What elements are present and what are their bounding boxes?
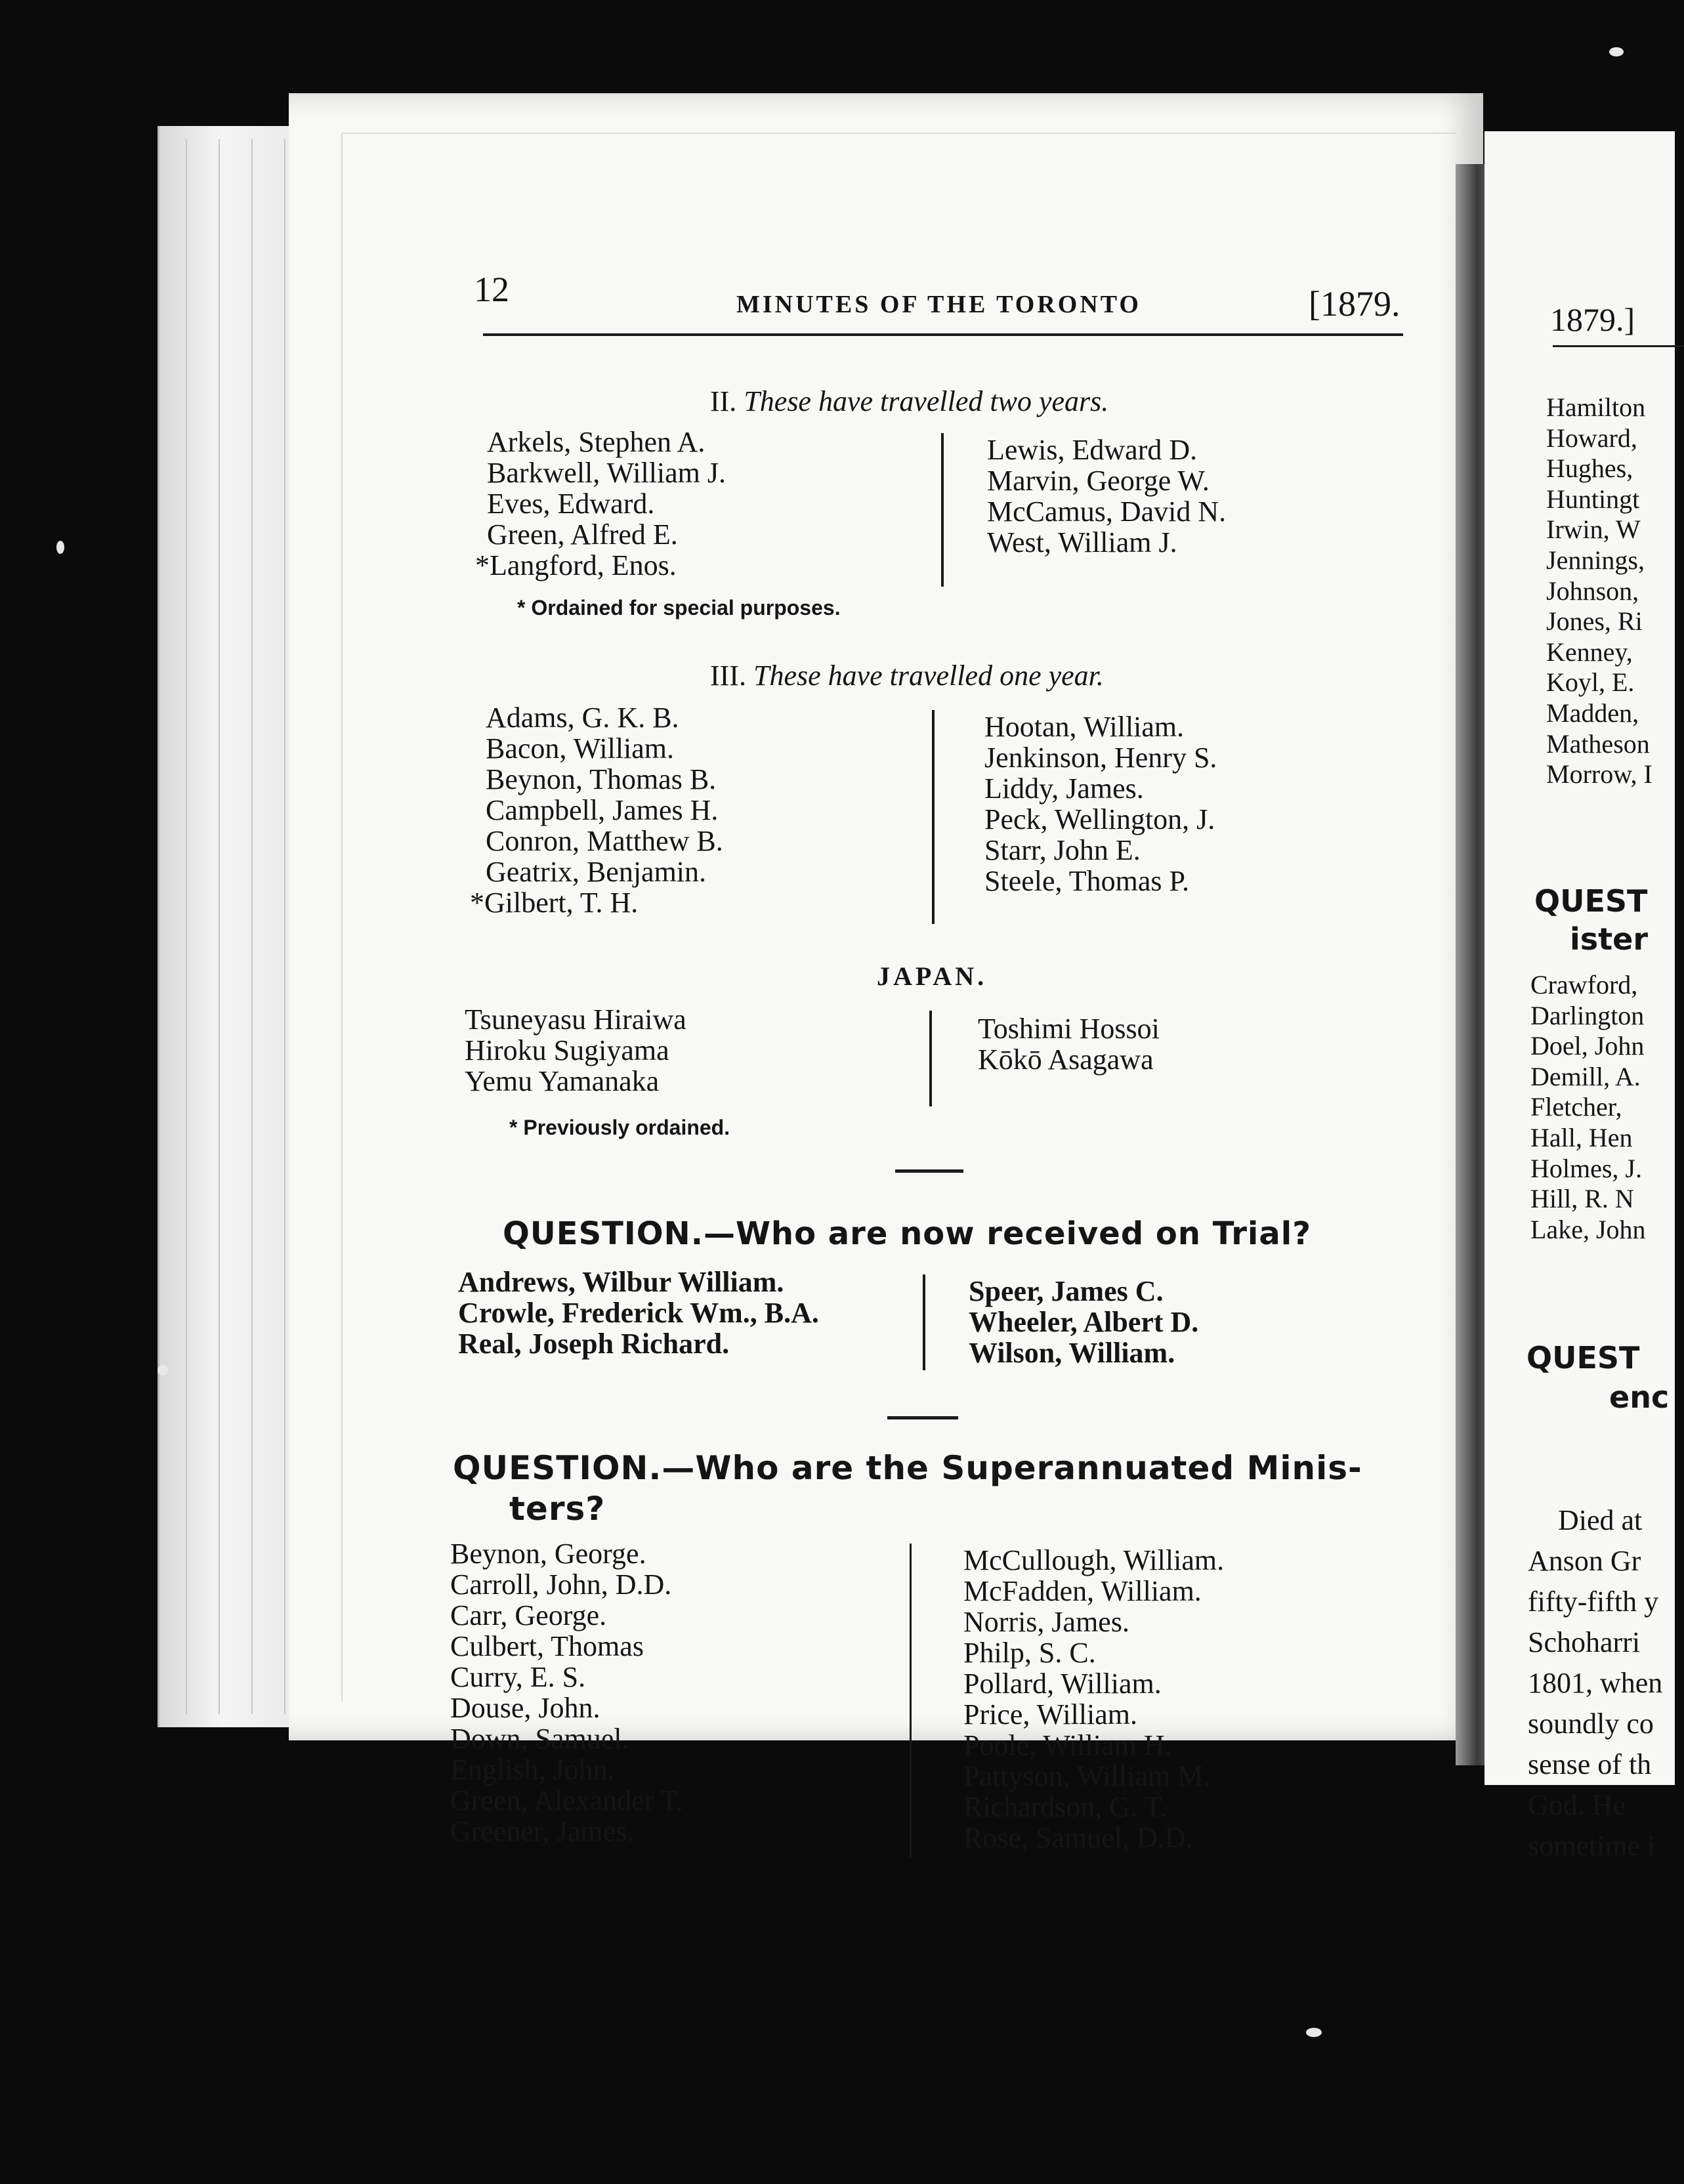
name-entry: Rose, Samuel, D.D.	[963, 1822, 1193, 1854]
body-line: God. He	[1528, 1789, 1626, 1821]
right-body-text	[1528, 1500, 1662, 1866]
column-divider	[929, 1011, 932, 1106]
right-question-heading: QUEST	[1534, 883, 1648, 919]
column-divider	[910, 1544, 912, 1857]
name-entry: Speer, James C.	[969, 1275, 1164, 1307]
right-question-heading-continued: enc	[1609, 1379, 1670, 1415]
name-entry: Green, Alexander T.	[450, 1784, 684, 1816]
name-entry: Crowle, Frederick Wm., B.A.	[458, 1297, 819, 1329]
body-line: soundly co	[1528, 1708, 1654, 1740]
right-header-rule	[1553, 345, 1684, 347]
body-line: sense of th	[1528, 1748, 1652, 1780]
name-entry: Matheson	[1546, 728, 1650, 759]
name-entry: Andrews, Wilbur William.	[458, 1266, 784, 1298]
name-entry: Beynon, Thomas B.	[486, 763, 717, 795]
name-entry: Price, William.	[963, 1698, 1138, 1731]
name-entry: Liddy, James.	[984, 772, 1144, 805]
name-entry: Bacon, William.	[486, 732, 675, 765]
name-entry: English, John.	[450, 1754, 615, 1786]
name-entry: Green, Alfred E.	[487, 518, 678, 551]
name-entry: Arkels, Stephen A.	[487, 426, 705, 458]
name-entry: Campbell, James H.	[486, 794, 719, 826]
name-entry: Lewis, Edward D.	[987, 434, 1198, 466]
name-entry: Adams, G. K. B.	[486, 702, 679, 734]
japan-right-column	[978, 1013, 1160, 1075]
name-entry: Carr, George.	[450, 1599, 607, 1631]
dust-speck	[1609, 47, 1624, 56]
header-year: [1879.	[1309, 284, 1400, 324]
footnote: * Previously ordained.	[509, 1116, 730, 1139]
name-entry: Johnson,	[1546, 576, 1639, 606]
name-entry: Poole, William H.	[963, 1729, 1172, 1761]
name-entry: Doel, John	[1530, 1031, 1645, 1061]
body-line: 1801, when	[1528, 1667, 1663, 1699]
name-entry: Conron, Matthew B.	[486, 825, 723, 857]
running-title: MINUTES OF THE TORONTO	[736, 291, 1141, 318]
name-entry: Culbert, Thomas	[450, 1630, 644, 1662]
name-entry: Real, Joseph Richard.	[458, 1328, 730, 1360]
right-names-top	[1546, 392, 1652, 790]
name-entry: Marvin, George W.	[987, 465, 1210, 497]
section-ii-heading: II. These have travelled two years.	[710, 385, 1109, 417]
name-entry: Beynon, George.	[450, 1538, 646, 1570]
section-divider	[895, 1169, 963, 1173]
left-page	[289, 93, 1483, 1740]
name-entry: Huntingt	[1546, 484, 1640, 514]
trial-right-column	[969, 1276, 1198, 1368]
name-entry: Darlington	[1530, 1000, 1645, 1030]
name-entry: McCamus, David N.	[987, 495, 1227, 528]
japan-left-column	[465, 1004, 686, 1097]
section-iii-heading: III. These have travelled one year.	[710, 660, 1104, 692]
name-entry: Hall, Hen	[1530, 1122, 1633, 1152]
section-ii-right-column	[987, 434, 1226, 558]
name-entry: Peck, Wellington, J.	[984, 803, 1215, 835]
right-names-middle	[1530, 970, 1646, 1245]
right-question-heading-continued: ister	[1570, 921, 1649, 957]
right-question-heading: QUEST	[1526, 1340, 1640, 1376]
name-entry: Wheeler, Albert D.	[969, 1306, 1199, 1338]
name-entry: Richardson, G. T.	[963, 1791, 1167, 1823]
dust-speck	[1306, 2028, 1322, 2037]
section-divider	[887, 1416, 958, 1419]
name-entry: McFadden, William.	[963, 1575, 1202, 1607]
name-entry: Eves, Edward.	[487, 488, 655, 520]
name-entry: Geatrix, Benjamin.	[486, 856, 707, 888]
name-entry: *Gilbert, T. H.	[470, 887, 639, 919]
column-divider	[923, 1274, 925, 1370]
name-entry: Fletcher,	[1530, 1092, 1622, 1122]
name-entry: Starr, John E.	[984, 834, 1141, 866]
right-page	[1484, 131, 1675, 1862]
name-entry: Hughes,	[1546, 453, 1633, 484]
column-divider	[932, 710, 935, 924]
name-entry: Kōkō Asagawa	[978, 1043, 1154, 1076]
name-entry: Jennings,	[1546, 545, 1645, 575]
name-entry: Steele, Thomas P.	[984, 865, 1190, 897]
body-line: Anson Gr	[1528, 1545, 1641, 1577]
body-line: Died at	[1558, 1504, 1643, 1536]
name-entry: Wilson, William.	[969, 1337, 1175, 1369]
name-entry: Kenney,	[1546, 637, 1633, 667]
name-entry: Morrow, I	[1546, 759, 1652, 789]
name-entry: Hootan, William.	[984, 711, 1185, 743]
superannuated-right-column	[963, 1545, 1224, 1853]
name-entry: Demill, A.	[1530, 1061, 1641, 1091]
name-entry: Yemu Yamanaka	[465, 1065, 660, 1097]
question-heading-continued: ters?	[509, 1490, 606, 1528]
name-entry: Jenkinson, Henry S.	[984, 742, 1217, 774]
section-ii-left-column	[475, 426, 726, 581]
question-heading: QUESTION.—Who are now received on Trial?	[503, 1215, 1312, 1252]
name-entry: Hiroku Sugiyama	[465, 1034, 669, 1066]
body-line: Schoharri	[1528, 1626, 1641, 1658]
name-entry: Philp, S. C.	[963, 1637, 1096, 1669]
question-heading: QUESTION.—Who are the Superannuated Minis-	[453, 1449, 1362, 1487]
page-number: 12	[474, 270, 509, 309]
name-entry: Pattyson, William M.	[963, 1760, 1211, 1792]
name-entry: Toshimi Hossoi	[978, 1013, 1160, 1045]
column-divider	[941, 433, 944, 587]
name-entry: Lake, John	[1530, 1214, 1646, 1244]
body-line: sometime i	[1528, 1830, 1656, 1862]
dust-speck	[56, 541, 64, 554]
name-entry: Barkwell, William J.	[487, 457, 726, 489]
trial-left-column	[458, 1267, 819, 1359]
name-entry: Greener, James.	[450, 1815, 635, 1847]
name-entry: Down, Samuel.	[450, 1723, 629, 1755]
name-entry: West, William J.	[987, 526, 1177, 558]
name-entry: Jones, Ri	[1546, 606, 1643, 637]
name-entry: Curry, E. S.	[450, 1661, 586, 1693]
name-entry: Carroll, John, D.D.	[450, 1568, 672, 1601]
name-entry: Tsuneyasu Hiraiwa	[465, 1003, 686, 1036]
name-entry: Madden,	[1546, 698, 1639, 728]
name-entry: McCullough, William.	[963, 1544, 1225, 1576]
section-iii-right-column	[984, 711, 1217, 896]
header-rule	[483, 333, 1403, 336]
name-entry: Hamilton	[1546, 392, 1646, 422]
footnote: * Ordained for special purposes.	[517, 596, 841, 620]
right-header-year: 1879.]	[1550, 301, 1635, 338]
name-entry: Irwin, W	[1546, 514, 1641, 545]
name-entry: Holmes, J.	[1530, 1153, 1642, 1183]
superannuated-left-column	[450, 1538, 683, 1847]
dust-speck	[158, 1365, 168, 1376]
name-entry: Pollard, William.	[963, 1668, 1162, 1700]
book-page-edges	[158, 126, 310, 1727]
section-iii-left-column	[470, 702, 723, 919]
name-entry: Douse, John.	[450, 1692, 600, 1724]
name-entry: Norris, James.	[963, 1606, 1129, 1638]
name-entry: Hill, R. N	[1530, 1184, 1634, 1214]
body-line: fifty-fifth y	[1528, 1586, 1659, 1618]
name-entry: *Langford, Enos.	[475, 549, 677, 581]
name-entry: Koyl, E.	[1546, 667, 1635, 698]
name-entry: Crawford,	[1530, 970, 1638, 999]
name-entry: Howard,	[1546, 423, 1637, 453]
japan-heading: JAPAN.	[877, 961, 988, 991]
